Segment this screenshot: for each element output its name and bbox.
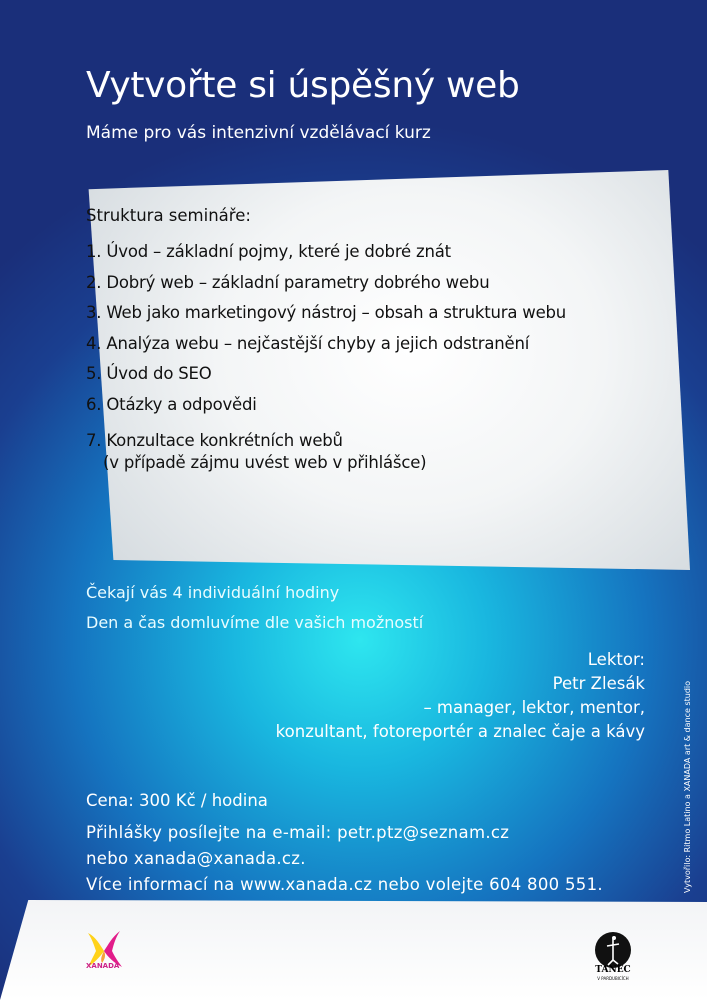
schedule-time: Den a čas domluvíme dle vašich možností: [86, 613, 424, 632]
contact-line-1: Přihlášky posílejte na e-mail: petr.ptz@seznam.cz: [86, 823, 510, 842]
program-item: 2. Dobrý web – základní parametry dobrého webu: [86, 272, 490, 292]
tanec-logo-sub: V PARDUBICÍCH: [597, 976, 629, 981]
program-item: 6. Otázky a odpovědi: [86, 394, 257, 414]
schedule-hours: Čekají vás 4 individuální hodiny: [86, 583, 340, 602]
page-title: Vytvořte si úspěšný web: [86, 65, 520, 106]
page-subtitle: Máme pro vás intenzivní vzdělávací kurz: [86, 123, 431, 143]
contact-line-2: nebo xanada@xanada.cz.: [86, 849, 306, 868]
program-heading: Struktura semináře:: [86, 206, 251, 225]
lektor-label: Lektor:: [587, 650, 645, 669]
program-content: [86, 205, 646, 482]
tanec-logo-label: TANEC: [595, 965, 631, 975]
credit-text: Vytvořilo: Ritmo Latino a XANADA art & dance studio: [683, 680, 692, 893]
contact-line-3: Více informací na www.xanada.cz nebo volejte 604 800 551.: [86, 875, 603, 894]
program-item: 5. Úvod do SEO: [86, 364, 212, 383]
program-item-label: 7. Konzultace konkrétních webů: [86, 430, 343, 450]
program-item: 1. Úvod – základní pojmy, které je dobré znát: [86, 242, 451, 261]
lektor-role-2: konzultant, fotoreportér a znalec čaje a kávy: [275, 722, 645, 741]
lektor-block: [276, 648, 645, 744]
program-item-7: [86, 430, 646, 474]
tanec-logo-icon: [593, 930, 633, 970]
xanada-logo-label: XANADA: [86, 962, 120, 970]
program-item: 4. Analýza webu – nejčastější chyby a jejich odstranění: [86, 333, 530, 353]
contact-block: [86, 820, 603, 898]
program-item-note: (v případě zájmu uvést web v přihlášce): [103, 452, 427, 472]
lektor-name: Petr Zlesák: [552, 674, 645, 693]
price: Cena: 300 Kč / hodina: [86, 791, 268, 810]
program-item: 3. Web jako marketingový nástroj – obsah a struktura webu: [86, 303, 567, 322]
lektor-role-1: – manager, lektor, mentor,: [423, 698, 645, 717]
